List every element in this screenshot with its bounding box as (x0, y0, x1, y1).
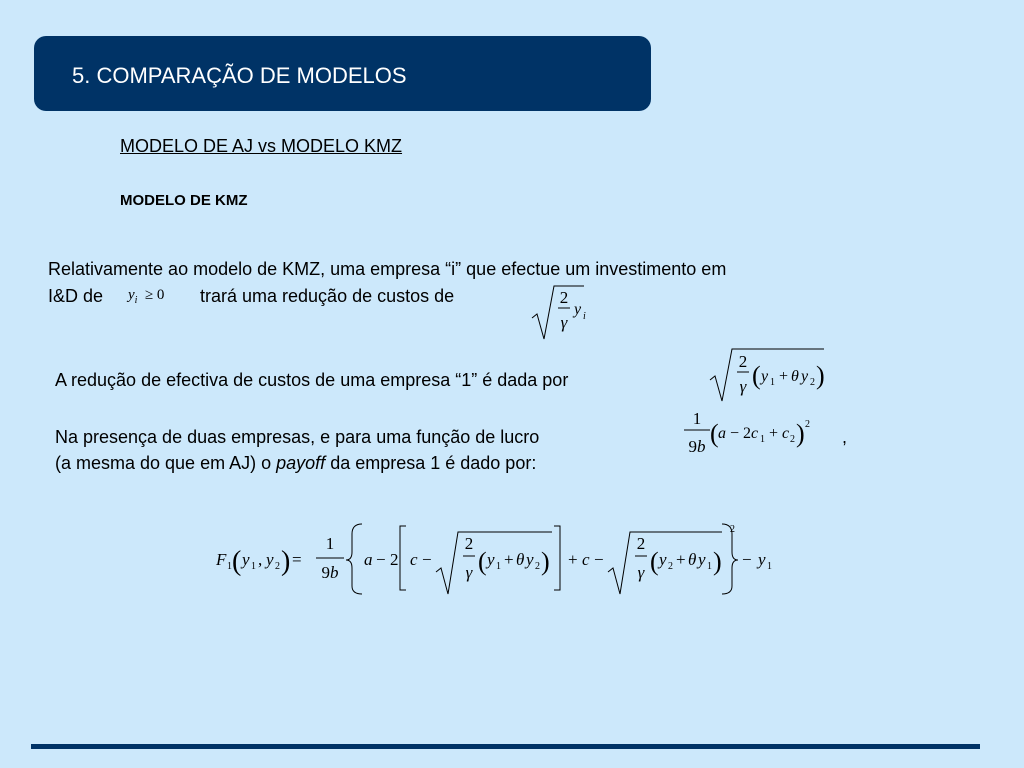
formula-cost-reduction (530, 284, 586, 342)
formula-profit-function (680, 405, 830, 461)
slide-title: 5. COMPARAÇÃO DE MODELOS (72, 63, 407, 88)
section-title: MODELO DE KMZ (120, 192, 248, 209)
svg-text:−: − (742, 550, 752, 569)
svg-text:θ: θ (516, 550, 525, 569)
svg-text:1: 1 (760, 434, 765, 445)
svg-text:−: − (376, 550, 386, 569)
svg-text:+: + (504, 550, 514, 569)
svg-text:y: y (266, 550, 274, 569)
svg-text:(: ( (752, 361, 761, 390)
svg-text:i: i (583, 311, 586, 322)
svg-text:1: 1 (767, 561, 772, 572)
svg-text:y: y (761, 368, 769, 385)
formula-investment-condition: $y_i \ge 0$ (128, 287, 165, 306)
formula-payoff-firm-1 (212, 520, 792, 600)
svg-text:=: = (292, 550, 302, 569)
title-banner (34, 36, 651, 111)
svg-text:(: ( (232, 546, 242, 577)
svg-text:y: y (801, 368, 809, 385)
payoff-word: payoff (276, 453, 326, 473)
svg-text:c: c (582, 550, 590, 569)
svg-text:+: + (568, 550, 578, 569)
bottom-rule (31, 744, 980, 749)
formula-effective-cost-reduction (708, 346, 826, 404)
svg-text:1: 1 (227, 561, 232, 572)
svg-text:−: − (422, 550, 432, 569)
svg-text:c: c (410, 550, 418, 569)
svg-text:γ: γ (465, 563, 473, 582)
svg-text:2: 2 (805, 419, 810, 430)
svg-text:a: a (718, 425, 726, 442)
svg-text:2: 2 (790, 434, 795, 445)
paragraph-3-comma: , (842, 427, 848, 447)
svg-text:c: c (782, 425, 790, 442)
svg-text:): ) (816, 361, 825, 390)
svg-text:1: 1 (325, 534, 335, 553)
paragraph-2: A redução de efectiva de custos de uma empresa “1” é dada por (55, 370, 569, 390)
svg-text:2: 2 (390, 550, 399, 569)
svg-text:2: 2 (668, 561, 673, 572)
svg-text:a: a (364, 550, 373, 569)
svg-text:2: 2 (730, 524, 735, 535)
paragraph-3-line-2: (a mesma do que em AJ) o payoff da empresa 1 é dado por: (55, 453, 537, 473)
paragraph-1-line-2b: trará uma redução de custos de (200, 286, 455, 306)
svg-text:2: 2 (810, 377, 815, 388)
svg-text:(: ( (650, 547, 659, 576)
svg-text:θ: θ (688, 550, 697, 569)
svg-text:2: 2 (464, 534, 474, 553)
paragraph-3-line-1: Na presença de duas empresas, e para uma função de lucro (55, 427, 540, 447)
svg-text:y: y (487, 550, 495, 569)
svg-text:y: y (659, 550, 667, 569)
paragraph-1-line-1: Relativamente ao modelo de KMZ, uma empresa “i” que efectue um investimento em (48, 259, 727, 279)
paragraph-1-line-2a: I&D de (48, 286, 104, 306)
svg-text:2: 2 (535, 561, 540, 572)
svg-text:y: y (758, 550, 766, 569)
svg-text:): ) (541, 547, 550, 576)
svg-text:y: y (242, 550, 250, 569)
svg-text:θ: θ (791, 368, 799, 385)
svg-text:(: ( (710, 419, 719, 448)
svg-text:+: + (779, 368, 789, 385)
svg-text:1: 1 (692, 409, 702, 428)
svg-text:y: y (698, 550, 706, 569)
svg-text:): ) (796, 419, 805, 448)
svg-text:): ) (713, 547, 722, 576)
svg-text:): ) (281, 546, 291, 577)
svg-text:F: F (216, 550, 227, 569)
svg-text:2: 2 (738, 352, 748, 371)
svg-text:2: 2 (636, 534, 646, 553)
svg-text:1: 1 (770, 377, 775, 388)
svg-text:2c: 2c (743, 425, 759, 442)
svg-text:9b: 9b (688, 437, 706, 456)
svg-text:2: 2 (559, 288, 569, 307)
svg-text:−: − (594, 550, 604, 569)
svg-text:,: , (258, 550, 263, 569)
svg-text:+: + (676, 550, 686, 569)
svg-text:γ: γ (637, 563, 645, 582)
svg-text:γ: γ (739, 377, 747, 396)
svg-text:−: − (730, 425, 740, 442)
svg-text:9b: 9b (321, 563, 339, 582)
svg-text:y: y (574, 301, 582, 318)
svg-text:1: 1 (707, 561, 712, 572)
svg-text:y: y (526, 550, 534, 569)
svg-text:(: ( (478, 547, 487, 576)
svg-text:2: 2 (275, 561, 280, 572)
svg-text:+: + (769, 425, 779, 442)
slide-subtitle: MODELO DE AJ vs MODELO KMZ (120, 136, 403, 156)
svg-text:1: 1 (251, 561, 256, 572)
svg-text:γ: γ (560, 313, 568, 332)
svg-text:1: 1 (496, 561, 501, 572)
